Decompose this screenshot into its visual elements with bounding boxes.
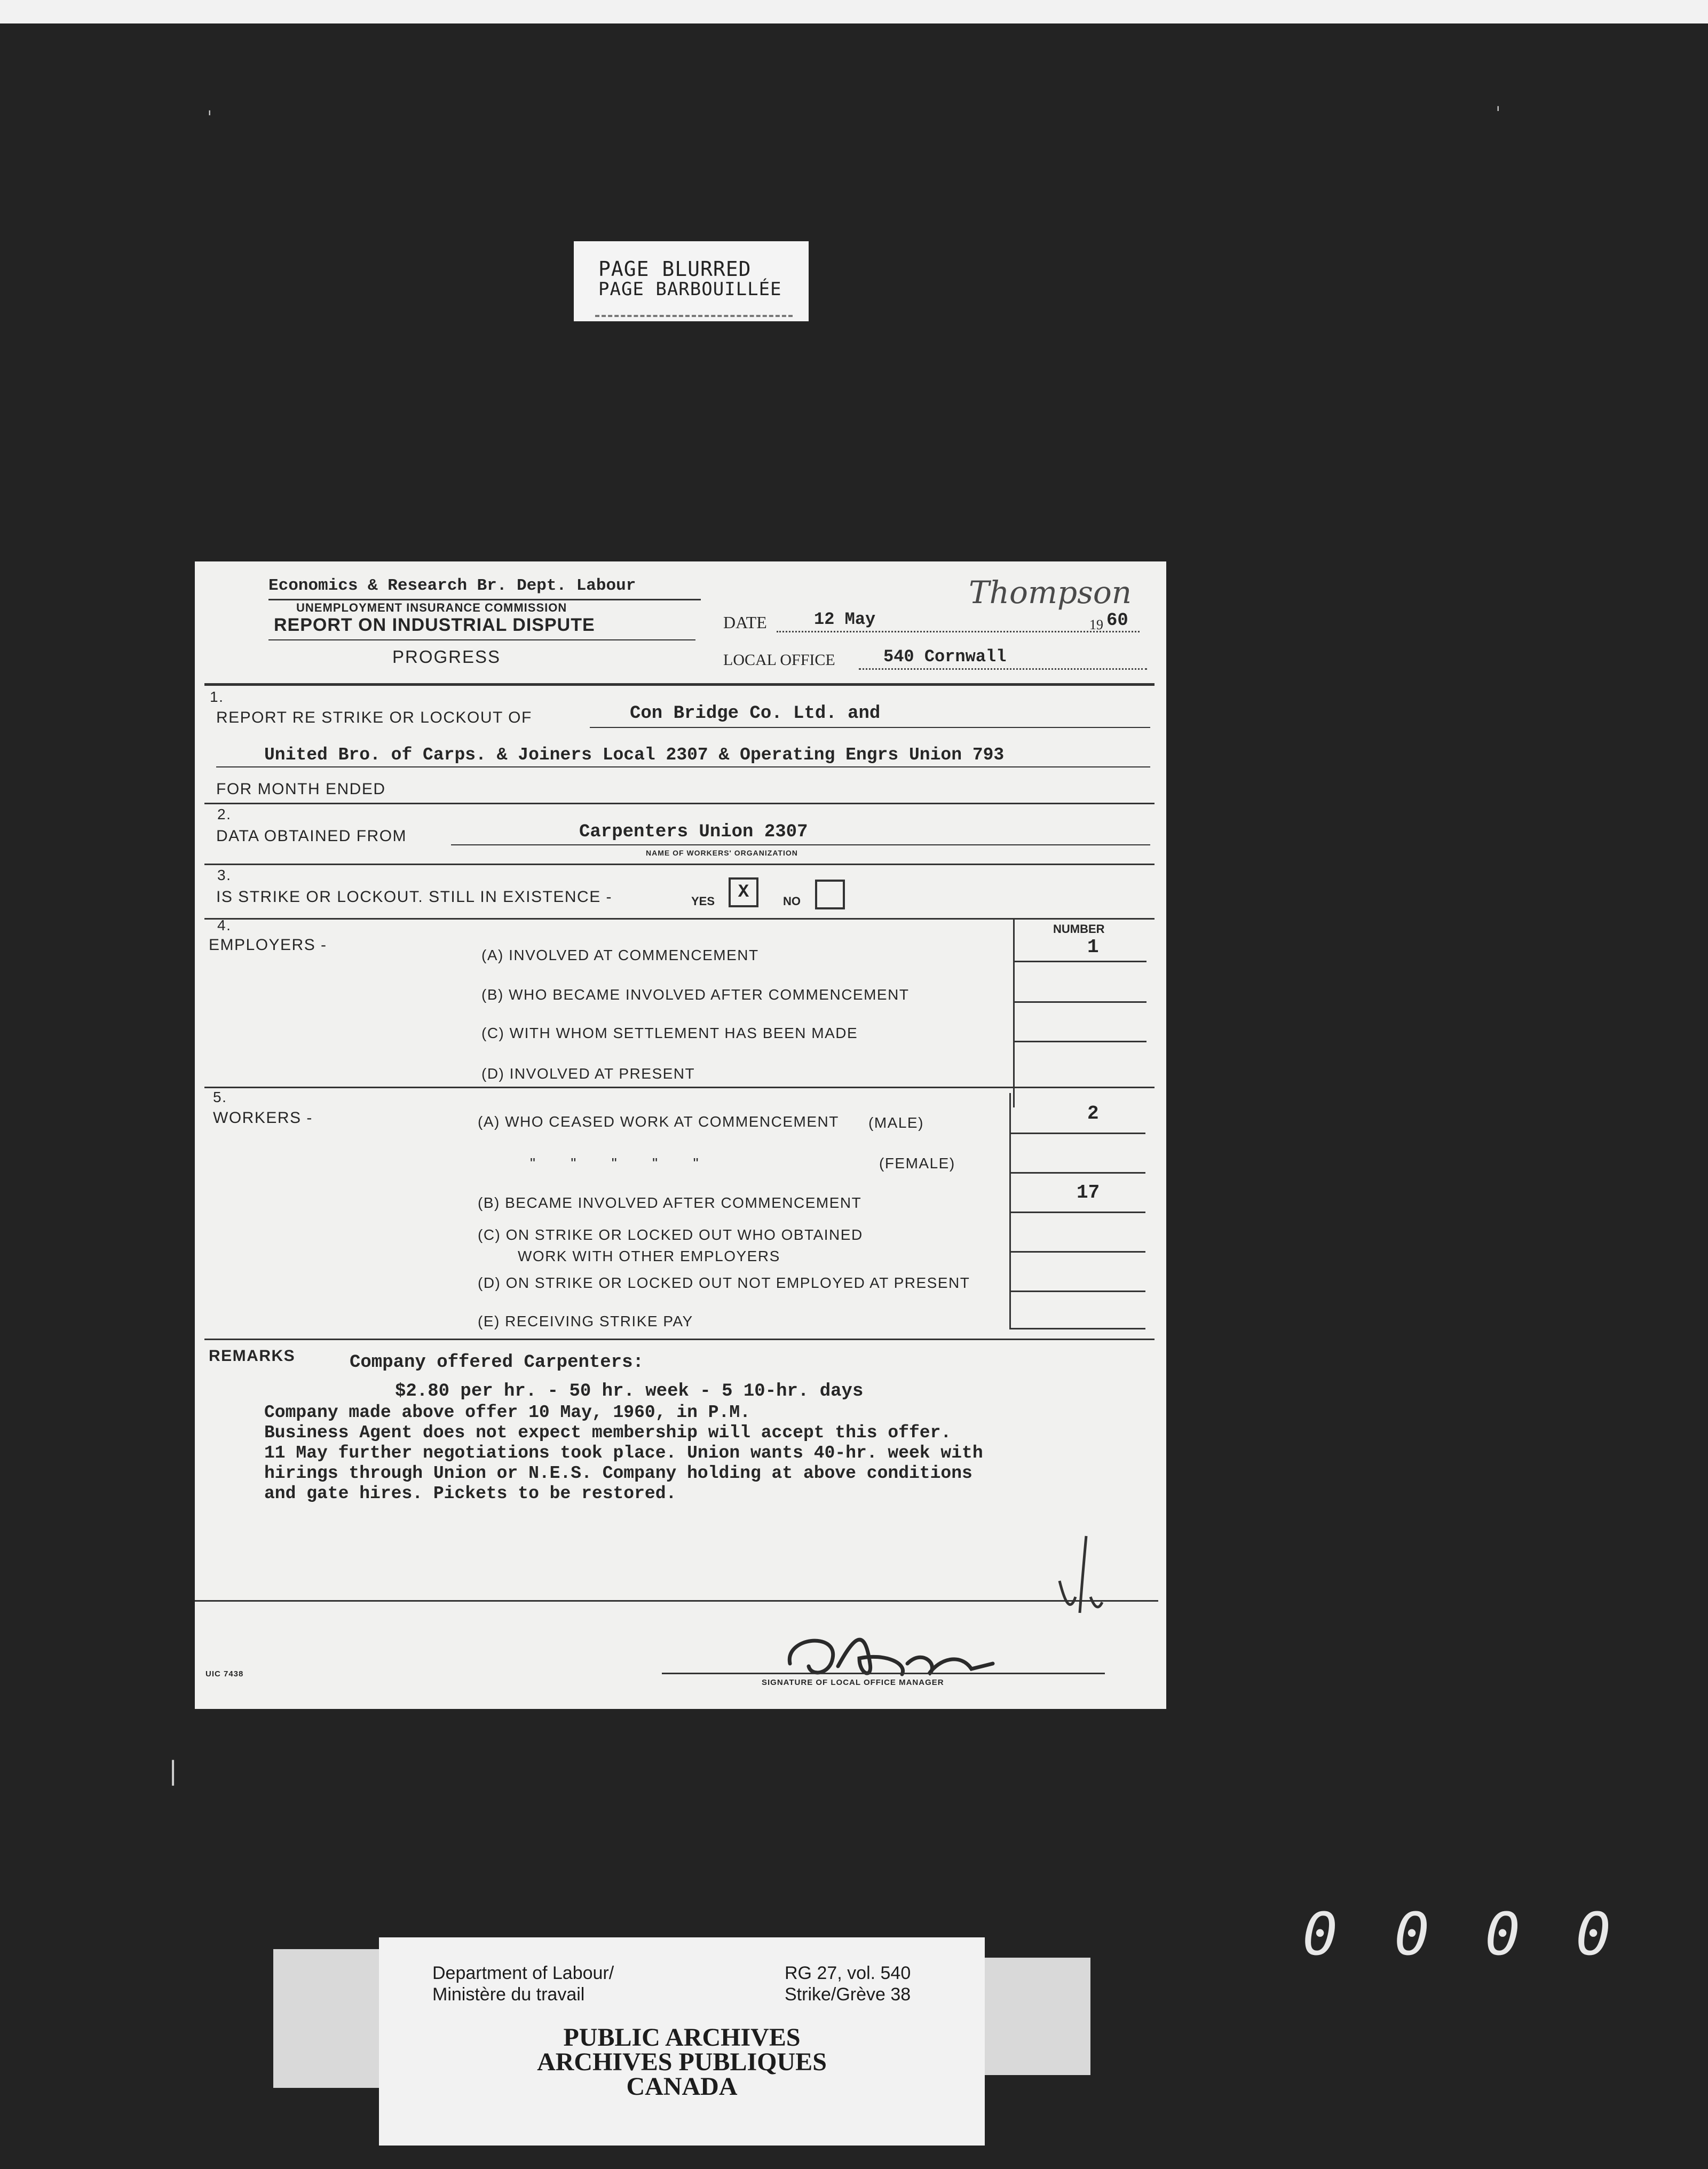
s1-label: REPORT RE STRIKE OR LOCKOUT OF	[216, 709, 532, 726]
handwritten-name: Thompson	[969, 574, 1132, 611]
s2-number: 2.	[217, 806, 232, 822]
film-mark-lower-left: |	[169, 1756, 178, 1786]
signature-line	[662, 1673, 1105, 1674]
form-subtitle: PROGRESS	[392, 647, 501, 667]
s1-number: 1.	[210, 688, 224, 705]
ref-line-1: RG 27, vol. 540	[785, 1963, 911, 1983]
s1-rule	[204, 803, 1155, 804]
s2-caption: NAME OF WORKERS' ORGANIZATION	[646, 849, 798, 857]
s2-line	[451, 844, 1150, 845]
s5-rule	[204, 1339, 1155, 1340]
s5-a-label: (A) WHO CEASED WORK AT COMMENCEMENT	[478, 1113, 839, 1130]
s4-a-cell-line	[1013, 961, 1146, 962]
s5-d-label: (D) ON STRIKE OR LOCKED OUT NOT EMPLOYED AT PRESENT	[478, 1275, 970, 1291]
branch-stamp: Economics & Research Br. Dept. Labour	[268, 576, 636, 595]
local-office-dotted-line	[859, 668, 1147, 670]
header-rule	[204, 683, 1155, 686]
signature-caption: SIGNATURE OF LOCAL OFFICE MANAGER	[762, 1678, 944, 1687]
remarks-line-5: 11 May further negotiations took place. Union wants 40-hr. week with	[264, 1443, 983, 1463]
year-value: 60	[1106, 611, 1128, 631]
remarks-bottom-rule	[195, 1600, 1158, 1602]
remarks-label: REMARKS	[209, 1347, 296, 1365]
dept-line-1: Department of Labour/	[432, 1963, 614, 1983]
remarks-line-6: hirings through Union or N.E.S. Company holding at above conditions	[264, 1463, 972, 1483]
film-top-strip	[0, 0, 1708, 23]
date-label: DATE	[723, 613, 767, 632]
frame-digit-3: 0	[1485, 1900, 1521, 1968]
s1-value-line1: Con Bridge Co. Ltd. and	[630, 703, 881, 724]
branch-underline	[268, 599, 701, 600]
film-mark-right: ˌ	[1496, 92, 1501, 113]
s5-number-column-border	[1009, 1093, 1011, 1329]
s5-b-label: (B) BECAME INVOLVED AFTER COMMENCEMENT	[478, 1194, 862, 1211]
title-underline	[268, 639, 695, 640]
s5-cell-line-4	[1009, 1251, 1145, 1253]
s5-cell-line-2	[1009, 1172, 1145, 1174]
s5-number: 5.	[213, 1089, 227, 1105]
s4-number-column-border	[1013, 918, 1015, 1107]
s4-number: 4.	[217, 917, 232, 933]
s3-label: IS STRIKE OR LOCKOUT. STILL IN EXISTENCE -	[216, 888, 613, 906]
archives-label	[379, 1937, 985, 2146]
date-value: 12 May	[814, 609, 876, 629]
s3-yes-checkbox: X	[729, 877, 758, 907]
local-office-value: 540 Cornwall	[883, 647, 1007, 667]
s5-c-label-1: (C) ON STRIKE OR LOCKED OUT WHO OBTAINED	[478, 1226, 863, 1243]
year-prefix: 19	[1089, 617, 1103, 632]
s5-b-value: 17	[1077, 1182, 1100, 1204]
agency-name: UNEMPLOYMENT INSURANCE COMMISSION	[296, 601, 567, 614]
label-tab-left	[273, 1949, 380, 2088]
archives-line-2: ARCHIVES PUBLIQUES	[537, 2048, 827, 2076]
remarks-line-3: Company made above offer 10 May, 1960, in P.M.	[264, 1403, 750, 1422]
s3-no-label: NO	[783, 894, 801, 908]
s2-rule	[204, 864, 1155, 865]
s2-value: Carpenters Union 2307	[579, 822, 808, 842]
form-code: UIC 7438	[205, 1669, 244, 1679]
s5-cell-line-5	[1009, 1291, 1145, 1292]
s4-d-label: (D) INVOLVED AT PRESENT	[481, 1065, 695, 1082]
remarks-line-4: Business Agent does not expect membership will accept this offer.	[264, 1423, 952, 1443]
frame-digit-1: 0	[1302, 1900, 1338, 1968]
initials-mark	[1049, 1533, 1108, 1624]
s1-line2	[216, 766, 1150, 767]
dispute-report-form	[195, 561, 1166, 1709]
blur-notice-line1: PAGE BLURRED	[598, 257, 752, 281]
s4-number-header: NUMBER	[1053, 922, 1105, 936]
s3-no-checkbox	[815, 880, 845, 909]
remarks-line-2: $2.80 per hr. - 50 hr. week - 5 10-hr. days	[395, 1381, 864, 1402]
s4-b-cell-line	[1013, 1001, 1146, 1003]
s1-value-line2: United Bro. of Carps. & Joiners Local 2307 & Operating Engrs Union 793	[264, 745, 1005, 765]
s3-yes-label: YES	[691, 894, 715, 908]
remarks-line-7: and gate hires. Pickets to be restored.	[264, 1484, 677, 1503]
frame-digit-2: 0	[1394, 1900, 1430, 1968]
s2-label: DATA OBTAINED FROM	[216, 827, 407, 845]
s5-male-label: (MALE)	[868, 1114, 924, 1131]
s5-ditto-marks: " " " " "	[530, 1155, 700, 1171]
s4-label: EMPLOYERS -	[209, 936, 327, 954]
s4-a-label: (A) INVOLVED AT COMMENCEMENT	[481, 947, 759, 963]
s5-cell-line-3	[1009, 1212, 1145, 1213]
s1-line1	[590, 727, 1150, 728]
s5-cell-line-1	[1009, 1133, 1145, 1134]
tag-perforation	[595, 315, 793, 317]
label-tab-right	[984, 1958, 1090, 2075]
s5-a-value: 2	[1087, 1103, 1099, 1125]
s1-month-label: FOR MONTH ENDED	[216, 780, 386, 798]
date-dotted-line	[777, 631, 1140, 632]
s5-c-label-2: WORK WITH OTHER EMPLOYERS	[518, 1248, 780, 1264]
s4-c-label: (C) WITH WHOM SETTLEMENT HAS BEEN MADE	[481, 1025, 858, 1041]
s4-rule	[204, 1087, 1155, 1088]
archives-line-1: PUBLIC ARCHIVES	[563, 2023, 801, 2052]
s5-e-label: (E) RECEIVING STRIKE PAY	[478, 1313, 693, 1329]
form-title: REPORT ON INDUSTRIAL DISPUTE	[274, 615, 595, 635]
local-office-label: LOCAL OFFICE	[723, 651, 835, 669]
s4-b-label: (B) WHO BECAME INVOLVED AFTER COMMENCEMENT	[481, 986, 910, 1003]
archives-line-3: CANADA	[626, 2072, 738, 2101]
ref-line-2: Strike/Grève 38	[785, 1984, 911, 2005]
s5-cell-line-6	[1009, 1328, 1145, 1329]
s3-number: 3.	[217, 867, 232, 883]
film-frame-counter	[1302, 1900, 1708, 1968]
s5-female-label: (FEMALE)	[879, 1155, 955, 1171]
s4-c-cell-line	[1013, 1041, 1146, 1042]
dept-line-2: Ministère du travail	[432, 1984, 585, 2005]
blur-notice-tag	[574, 241, 809, 321]
s4-a-value: 1	[1087, 936, 1099, 958]
s5-label: WORKERS -	[213, 1109, 313, 1127]
film-mark-left: ˌ	[207, 96, 212, 117]
frame-digit-4: 0	[1576, 1900, 1611, 1968]
remarks-line-1: Company offered Carpenters:	[350, 1352, 644, 1373]
s3-rule	[204, 918, 1155, 920]
blur-notice-line2: PAGE BARBOUILLÉE	[598, 279, 782, 300]
